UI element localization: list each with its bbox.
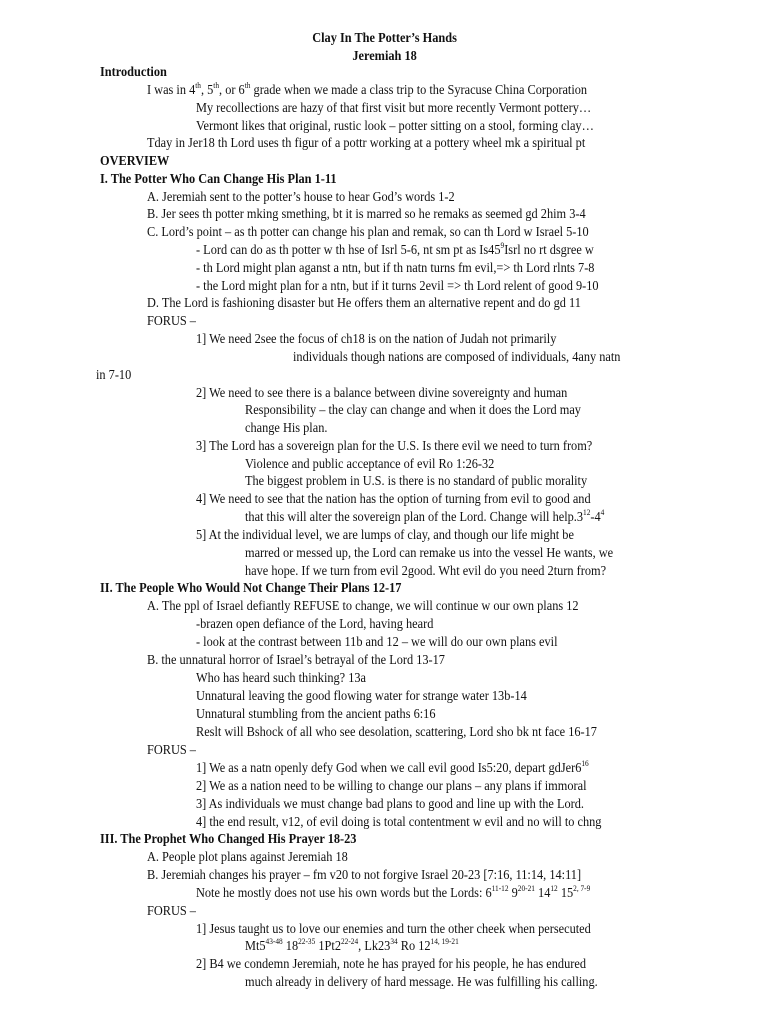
- outline-line: [147, 866, 581, 884]
- superscript-ref: 12: [583, 508, 591, 518]
- superscript-ref: 34: [390, 937, 398, 947]
- line-text: , or 6: [219, 82, 245, 97]
- line-text: change His plan.: [244, 420, 328, 435]
- outline-line: [147, 188, 455, 206]
- superscript-ref: 9: [500, 241, 505, 251]
- outline-line: [196, 615, 433, 633]
- outline-line: [196, 759, 589, 777]
- line-text: Unnatural stumbling from the ancient paths 6:16: [195, 706, 436, 721]
- line-text: III. The Prophet Who Changed His Prayer 18-23: [99, 831, 357, 846]
- outline-line: [196, 955, 586, 973]
- line-text: 2] B4 we condemn Jeremiah, note he has prayed for his people, he has endured: [195, 956, 586, 971]
- line-text: -4: [590, 509, 601, 524]
- line-text: A. Jeremiah sent to the potter’s house to hear God’s words 1-2: [146, 189, 455, 204]
- line-text: Mt5: [244, 938, 266, 953]
- line-text: 3] The Lord has a sovereign plan for the U.S. Is there evil we need to turn from?: [195, 438, 593, 453]
- outline-line: [196, 490, 591, 508]
- outline-line: [147, 134, 585, 152]
- section-heading: [100, 63, 167, 81]
- line-text: Unnatural leaving the good flowing water for strange water 13b-14: [195, 688, 527, 703]
- line-text: - look at the contrast between 11b and 12 – we will do our own plans evil: [195, 634, 558, 649]
- line-text: Ro 12: [397, 938, 431, 953]
- page-title: Clay In The Potter’s Hands: [312, 30, 457, 45]
- line-text: FORUS –: [146, 742, 196, 757]
- superscript-ref: th: [195, 81, 201, 91]
- outline-line: [147, 651, 445, 669]
- line-text: A. People plot plans against Jeremiah 18: [146, 849, 348, 864]
- line-text: , Lk23: [358, 938, 391, 953]
- line-text: Vermont likes that original, rustic look – potter sitting on a stool, forming clay…: [195, 118, 594, 133]
- outline-line: [147, 312, 196, 330]
- outline-line: [245, 419, 327, 437]
- outline-line: [245, 562, 606, 580]
- line-text: Tday in Jer18 th Lord uses th figur of a pottr working at a pottery wheel mk a spiritual pt: [146, 135, 586, 150]
- line-text: Reslt will Bshock of all who see desolation, scattering, Lord sho bk nt face 16-17: [195, 724, 597, 739]
- line-text: FORUS –: [146, 903, 196, 918]
- line-text: , 5: [200, 82, 214, 97]
- outline-line: [245, 472, 587, 490]
- line-text: that this will alter the sovereign plan of the Lord. Change will help.3: [244, 509, 584, 524]
- line-text: grade when we made a class trip to the Syracuse China Corporation: [250, 82, 588, 97]
- outline-line: [196, 884, 590, 902]
- line-text: B. Jeremiah changes his prayer – fm v20 to not forgive Israel 20-23 [7:16, 11:14, 14:11]: [146, 867, 582, 882]
- outline-line: [96, 366, 131, 384]
- superscript-ref: 22-24: [340, 937, 359, 947]
- superscript-ref: 12: [550, 884, 558, 894]
- outline-line: [147, 205, 586, 223]
- outline-line: [196, 813, 601, 831]
- line-text: 1Pt2: [315, 938, 341, 953]
- line-text: Isrl no rt dsgree w: [504, 242, 594, 257]
- line-text: 1] We need 2see the focus of ch18 is on the nation of Judah not primarily: [195, 331, 557, 346]
- outline-line: [196, 723, 597, 741]
- line-text: 1] Jesus taught us to love our enemies and turn the other cheek when persecuted: [195, 921, 591, 936]
- line-text: B. Jer sees th potter mking smething, bt it is marred so he remaks as seemed gd 2him 3-4: [146, 206, 586, 221]
- line-text: II. The People Who Would Not Change Their Plans 12-17: [99, 580, 402, 595]
- superscript-ref: 22-35: [298, 937, 316, 947]
- superscript-ref: 14, 19-21: [430, 937, 459, 947]
- line-text: Who has heard such thinking? 13a: [195, 670, 367, 685]
- outline-line: [196, 526, 574, 544]
- superscript-ref: 2, 7-9: [573, 884, 591, 894]
- section-heading: [100, 170, 336, 188]
- section-heading: [100, 579, 401, 597]
- outline-line: [196, 687, 527, 705]
- outline-line: [196, 795, 584, 813]
- outline-line: [196, 117, 594, 135]
- line-text: Violence and public acceptance of evil Ro 1:26-32: [244, 456, 495, 471]
- outline-line: [245, 455, 494, 473]
- outline-line: [196, 259, 594, 277]
- outline-line: [293, 348, 620, 366]
- line-text: A. The ppl of Israel defiantly REFUSE to change, we will continue w our own plans 12: [146, 598, 579, 613]
- line-text: 4] the end result, v12, of evil doing is total contentment w evil and no will to chng: [195, 814, 602, 829]
- outline-line: [147, 81, 587, 99]
- superscript-ref: th: [244, 81, 251, 91]
- outline-line: [147, 223, 589, 241]
- outline-line: [147, 902, 196, 920]
- outline-line: [147, 294, 581, 312]
- line-text: 9: [508, 885, 518, 900]
- outline-line: [147, 741, 196, 759]
- line-text: C. Lord’s point – as th potter can change his plan and remak, so can th Lord w Israel 5-10: [146, 224, 589, 239]
- line-text: 2] We as a nation need to be willing to change our plans – any plans if immoral: [195, 778, 587, 793]
- line-text: Note he mostly does not use his own words but the Lords: 6: [195, 885, 492, 900]
- line-text: 3] As individuals we must change bad plans to good and line up with the Lord.: [195, 796, 584, 811]
- line-text: 4] We need to see that the nation has the option of turning from evil to good and: [195, 491, 591, 506]
- line-text: 15: [557, 885, 574, 900]
- outline-line: [196, 705, 436, 723]
- outline-line: [196, 277, 599, 295]
- page-subtitle: Jeremiah 18: [352, 48, 417, 63]
- section-heading: [100, 152, 169, 170]
- outline-line: [196, 241, 594, 259]
- line-text: in 7-10: [95, 367, 132, 382]
- outline-line: [245, 937, 459, 955]
- outline-line: [245, 973, 598, 991]
- outline-line: [245, 508, 604, 526]
- section-heading: [100, 830, 356, 848]
- line-text: much already in delivery of hard message. He was fulfilling his calling.: [244, 974, 598, 989]
- line-text: D. The Lord is fashioning disaster but He offers them an alternative repent and do gd 11: [146, 295, 581, 310]
- line-text: individuals though nations are composed of individuals, 4any natn: [292, 349, 621, 364]
- superscript-ref: 20-21: [517, 884, 535, 894]
- line-text: 5] At the individual level, we are lumps of clay, and though our life might be: [195, 527, 574, 542]
- outline-line: [196, 669, 366, 687]
- superscript-ref: 11-12: [491, 884, 509, 894]
- outline-line: [147, 848, 348, 866]
- line-text: B. the unnatural horror of Israel’s betrayal of the Lord 13-17: [146, 652, 445, 667]
- line-text: have hope. If we turn from evil 2good. Wht evil do you need 2turn from?: [244, 563, 607, 578]
- line-text: 18: [282, 938, 299, 953]
- line-text: I. The Potter Who Can Change His Plan 1-11: [99, 171, 337, 186]
- line-text: 2] We need to see there is a balance between divine sovereignty and human: [195, 385, 568, 400]
- line-text: - th Lord might plan aganst a ntn, but if th natn turns fm evil,=> th Lord rlnts 7-8: [195, 260, 595, 275]
- line-text: 14: [534, 885, 551, 900]
- outline-line: [196, 330, 556, 348]
- line-text: -brazen open defiance of the Lord, having heard: [195, 616, 434, 631]
- line-text: The biggest problem in U.S. is there is no standard of public morality: [244, 473, 588, 488]
- outline-line: [245, 401, 581, 419]
- line-text: 1] We as a natn openly defy God when we call evil good Is5:20, depart gdJer6: [195, 760, 582, 775]
- outline-line: [196, 633, 558, 651]
- superscript-ref: 4: [600, 508, 605, 518]
- outline-line: [147, 597, 579, 615]
- outline-line: [196, 920, 591, 938]
- line-text: marred or messed up, the Lord can remake us into the vessel He wants, we: [244, 545, 614, 560]
- line-text: My recollections are hazy of that first visit but more recently Vermont pottery…: [195, 100, 592, 115]
- line-text: Introduction: [99, 64, 167, 79]
- line-text: OVERVIEW: [99, 153, 170, 168]
- line-text: Responsibility – the clay can change and when it does the Lord may: [244, 402, 581, 417]
- line-text: - Lord can do as th potter w th hse of Isrl 5-6, nt sm pt as Is45: [195, 242, 501, 257]
- superscript-ref: th: [213, 81, 220, 91]
- superscript-ref: 16: [581, 759, 589, 769]
- superscript-ref: 43-48: [265, 937, 283, 947]
- line-text: - the Lord might plan for a ntn, but if it turns 2evil => th Lord relent of good 9-10: [195, 278, 599, 293]
- outline-line: [196, 384, 567, 402]
- outline-line: [245, 544, 613, 562]
- line-text: FORUS –: [146, 313, 196, 328]
- outline-line: [196, 99, 591, 117]
- outline-line: [196, 777, 587, 795]
- line-text: I was in 4: [146, 82, 196, 97]
- outline-line: [196, 437, 592, 455]
